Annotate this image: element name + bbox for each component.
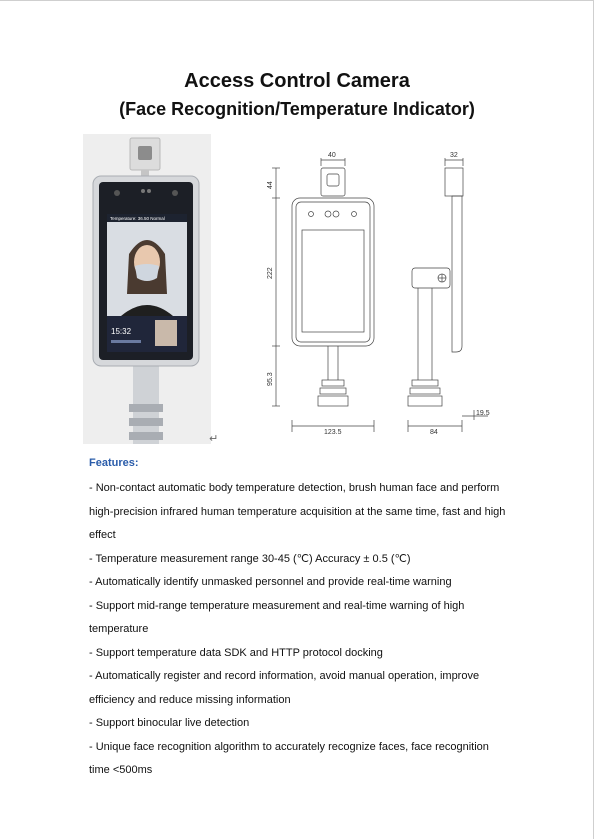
document-subtitle: (Face Recognition/Temperature Indicator) (119, 99, 475, 119)
features-list (89, 477, 509, 783)
page-border-top (0, 0, 594, 1)
dim-top-width: 40 (328, 152, 336, 159)
dim-side-base-width: 84 (430, 429, 438, 436)
screen-time: 15:32 (111, 327, 132, 336)
feature-item: - Support temperature data SDK and HTTP protocol docking (89, 646, 383, 659)
dim-base-width: 123.5 (324, 429, 342, 436)
product-photo (83, 134, 211, 444)
features-heading: Features: (89, 457, 139, 469)
feature-item: - Automatically identify unmasked personnel and provide real-time warning (89, 576, 452, 588)
feature-item: - Support binocular live detection (89, 717, 250, 729)
dim-side-width: 32 (450, 152, 458, 159)
dim-pole-height: 95.3 (267, 372, 274, 386)
dim-side-offset: 19.5 (476, 410, 490, 417)
feature-item: - Automatically register and record information, avoid manual operation, improve efficiency and reduce missing information (89, 670, 480, 706)
feature-item: - Unique face recognition algorithm to accurately recognize faces, face recognition time <500ms (89, 740, 489, 776)
dim-body-height: 222 (267, 267, 274, 279)
screen-banner: Temperature: 36.50 Normal (110, 216, 165, 221)
feature-item: - Non-contact automatic body temperature detection, brush human face and perform high-precision infrared human temperature acquisition at the same time, fast and high effect (89, 482, 506, 541)
dim-sensor-height: 44 (267, 181, 274, 189)
document-title: Access Control Camera (184, 70, 410, 92)
technical-drawing (262, 148, 502, 438)
feature-item: - Temperature measurement range 30-45 (℃) Accuracy ± 0.5 (℃) (89, 552, 411, 565)
feature-item: - Support mid-range temperature measurement and real-time warning of high temperature (89, 599, 465, 635)
paragraph-mark: ↵ (209, 432, 219, 445)
